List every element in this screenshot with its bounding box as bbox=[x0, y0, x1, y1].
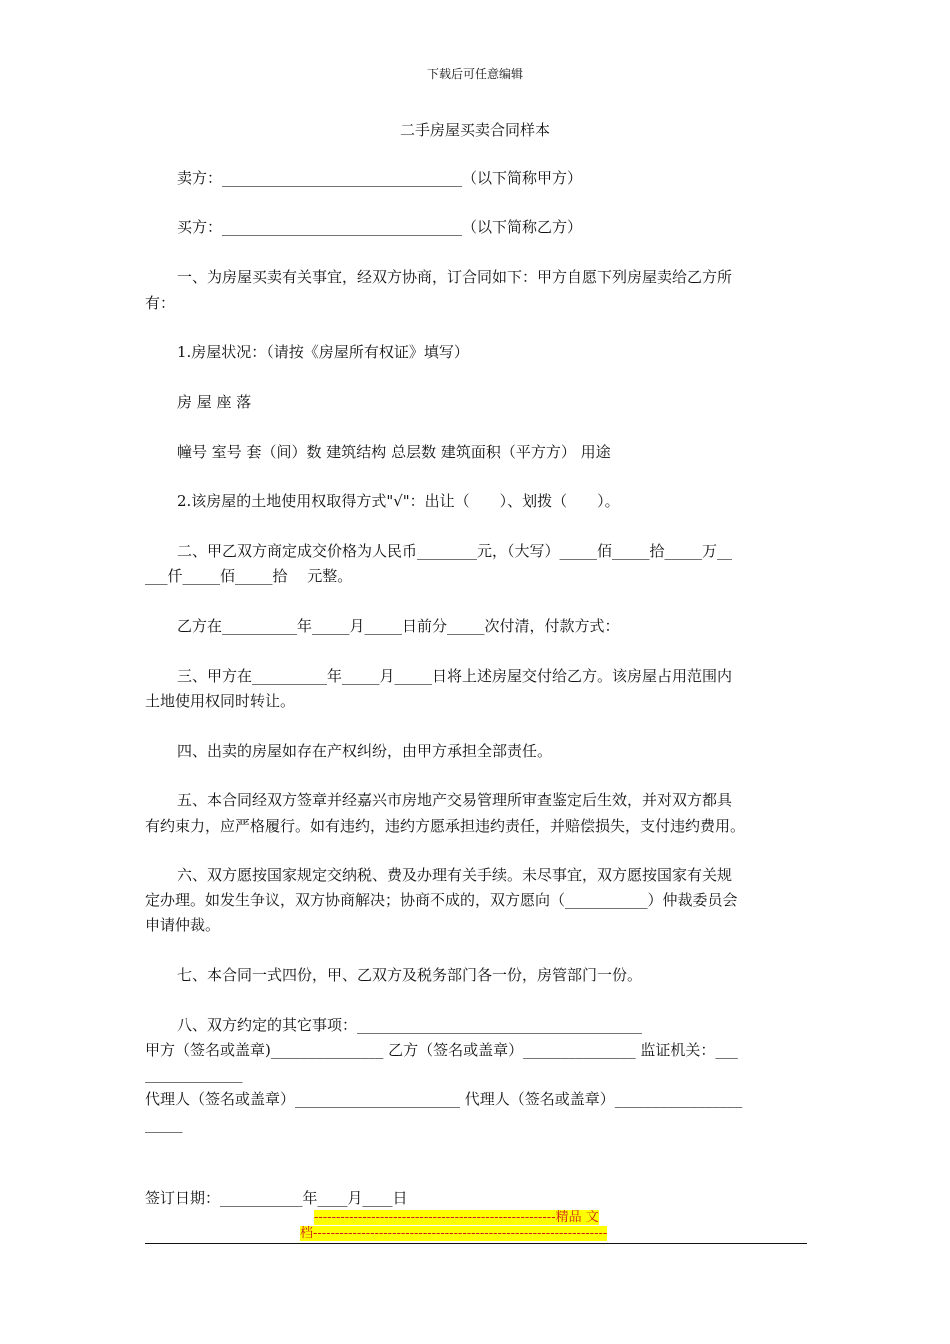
clause-6-line-2: 定办理。如发生争议，双方协商解决；协商不成的，双方愿向（___________）仲裁委员会 bbox=[145, 891, 738, 909]
signature-line-1: 甲方（签名或盖章)_______________ 乙方（签名或盖章）_______________ 监证机关：___ bbox=[145, 1041, 738, 1059]
clause-6-line-1: 六、双方愿按国家规定交纳税、费及办理有关手续。未尽事宜，双方愿按国家有关规 bbox=[177, 866, 733, 884]
clause-2-line-1: 二、甲乙双方商定成交价格为人民币________元，（大写）_____佰_____拾_____万__ bbox=[177, 542, 733, 560]
house-location-line: 房 屋 座 落 bbox=[177, 393, 252, 411]
clause-3-line-1: 三、甲方在__________年_____月_____日将上述房屋交付给乙方。该房屋占用范围内 bbox=[177, 667, 733, 685]
clause-3-line-2: 土地使用权同时转让。 bbox=[145, 692, 296, 710]
sign-date-line: 签订日期：___________年____月____日 bbox=[145, 1189, 408, 1207]
footer-line-2: 档------------------------------------------------------------------- bbox=[300, 1226, 608, 1241]
clause-4-line: 四、出卖的房屋如存在产权纠纷，由甲方承担全部责任。 bbox=[177, 742, 553, 760]
clause-8-line: 八、双方约定的其它事项：______________________________________ bbox=[177, 1016, 643, 1034]
clause-5-line-1: 五、本合同经双方签章并经嘉兴市房地产交易管理所审查鉴定后生效，并对双方都具 bbox=[177, 791, 733, 809]
land-use-line: 2.该房屋的土地使用权取得方式"√"：出让（ ）、划拨（ ）。 bbox=[177, 492, 620, 510]
clause-6-line-3: 申请仲裁。 bbox=[145, 916, 221, 934]
clause-1-line-2: 有： bbox=[145, 294, 176, 312]
clause-2-line-2: ___仟_____佰_____拾 元整。 bbox=[145, 567, 353, 585]
buyer-line: 买方：________________________________（以下简称乙方） bbox=[177, 218, 583, 236]
footer-line-1: -------------------------------------------------------精品 文 bbox=[314, 1210, 599, 1225]
clause-1-line-1: 一、为房屋买卖有关事宜，经双方协商，订合同如下：甲方自愿下列房屋卖给乙方所 bbox=[177, 268, 733, 286]
footer-rule bbox=[145, 1243, 807, 1244]
agent-line-1: 代理人（签名或盖章）______________________ 代理人（签名或盖章）_________________ bbox=[145, 1090, 743, 1108]
clause-5-line-2: 有约束力，应严格履行。如有违约，违约方愿承担违约责任，并赔偿损失，支付违约费用。 bbox=[145, 817, 746, 835]
page-header: 下载后可任意编辑 bbox=[426, 67, 523, 81]
seller-line: 卖方：________________________________（以下简称甲方） bbox=[177, 169, 583, 187]
document-title: 二手房屋买卖合同样本 bbox=[399, 121, 550, 139]
signature-line-2: _____________ bbox=[145, 1065, 243, 1083]
agent-line-2: _____ bbox=[145, 1115, 183, 1133]
house-status-line: 1.房屋状况：（请按《房屋所有权证》填写） bbox=[177, 343, 469, 361]
house-fields-line: 幢号 室号 套（间）数 建筑结构 总层数 建筑面积（平方方） 用途 bbox=[177, 443, 611, 461]
clause-7-line: 七、本合同一式四份，甲、乙双方及税务部门各一份，房管部门一份。 bbox=[177, 966, 643, 984]
footer-watermark bbox=[300, 1210, 650, 1242]
payment-line: 乙方在__________年_____月_____日前分_____次付清，付款方式： bbox=[177, 617, 620, 635]
